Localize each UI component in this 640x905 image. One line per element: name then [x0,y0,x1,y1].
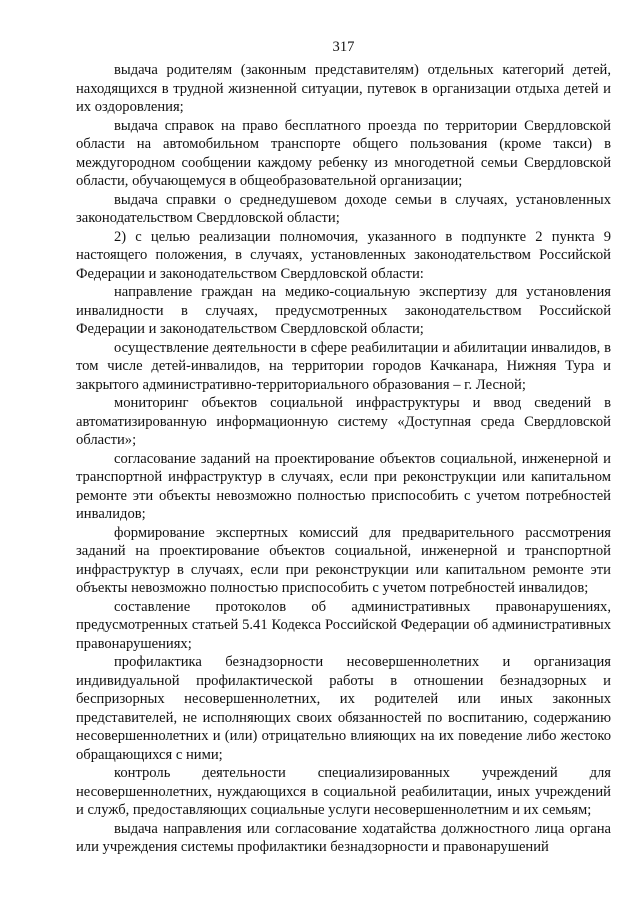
paragraph-6: осуществление деятельности в сфере реабилитации и абилитации инвалидов, в том числе детей-инвалидов, на территории городов Качканара, Нижняя Тура и закрытого административно-территориального образования – г. Лесной; [76,339,611,393]
paragraph-4: 2) с целью реализации полномочия, указанного в подпункте 2 пункта 9 настоящего положения, в случаях, установленных законодательством Российской Федерации и законодательством Свердловской области: [76,228,611,282]
paragraph-12: контроль деятельности специализированных учреждений для несовершеннолетних, нуждающихся в социальной реабилитации, иных учреждений и служб, предоставляющих социальные услуги несовершеннолетним и их семьям; [76,765,611,818]
paragraph-13: выдача направления или согласование ходатайства должностного лица органа или учреждения системы профилактики безнадзорности и правонарушений [76,820,611,855]
paragraph-10: составление протоколов об административных правонарушениях, предусмотренных статьей 5.41 Кодекса Российской Федерации об административных правонарушениях; [76,598,611,652]
page-number: 317 [332,39,355,55]
paragraph-8: согласование заданий на проектирование объектов социальной, инженерной и транспортной инфраструктур в случаях, если при реконструкции или капитальном ремонте эти объекты невозможно полностью приспособить с учетом потребностей инвалидов; [76,450,611,522]
paragraph-3: выдача справки о среднедушевом доходе семьи в случаях, установленных законодательством Свердловской области; [76,191,611,226]
paragraph-7: мониторинг объектов социальной инфраструктуры и ввод сведений в автоматизированную информационную систему «Доступная среда Свердловской области»; [76,395,611,448]
paragraph-9: формирование экспертных комиссий для предварительного рассмотрения заданий на проектирование объектов социальной, инженерной и транспортной инфраструктур в случаях, если при реконструкции или капитальном ремонте эти объекты невозможно полностью приспособить с учетом потребностей инвалидов; [76,524,611,596]
paragraph-5: направление граждан на медико-социальную экспертизу для установления инвалидности в случаях, предусмотренных законодательством Российской Федерации и законодательством Свердловской области; [76,284,611,337]
document-page [76,38,611,857]
paragraph-1: выдача родителям (законным представителям) отдельных категорий детей, находящихся в трудной жизненной ситуации, путевок в организации отдыха детей и их оздоровления; [76,62,611,115]
paragraph-2: выдача справок на право бесплатного проезда по территории Свердловской области на автомобильном транспорте общего пользования (кроме такси) в междугородном сообщении каждому ребенку из многодетной семьи Свердловской области, обучающемуся в общеобразовательной организации; [76,117,611,189]
paragraph-11: профилактика безнадзорности несовершеннолетних и организация индивидуальной профилактической работы в отношении безнадзорных и беспризорных несовершеннолетних, их родителей или иных законных представителей, не исполняющих своих обязанностей по воспитанию, содержанию несовершеннолетних и (или) отрицательно влияющих на их поведение либо жестоко обращающихся с ними; [76,654,611,763]
